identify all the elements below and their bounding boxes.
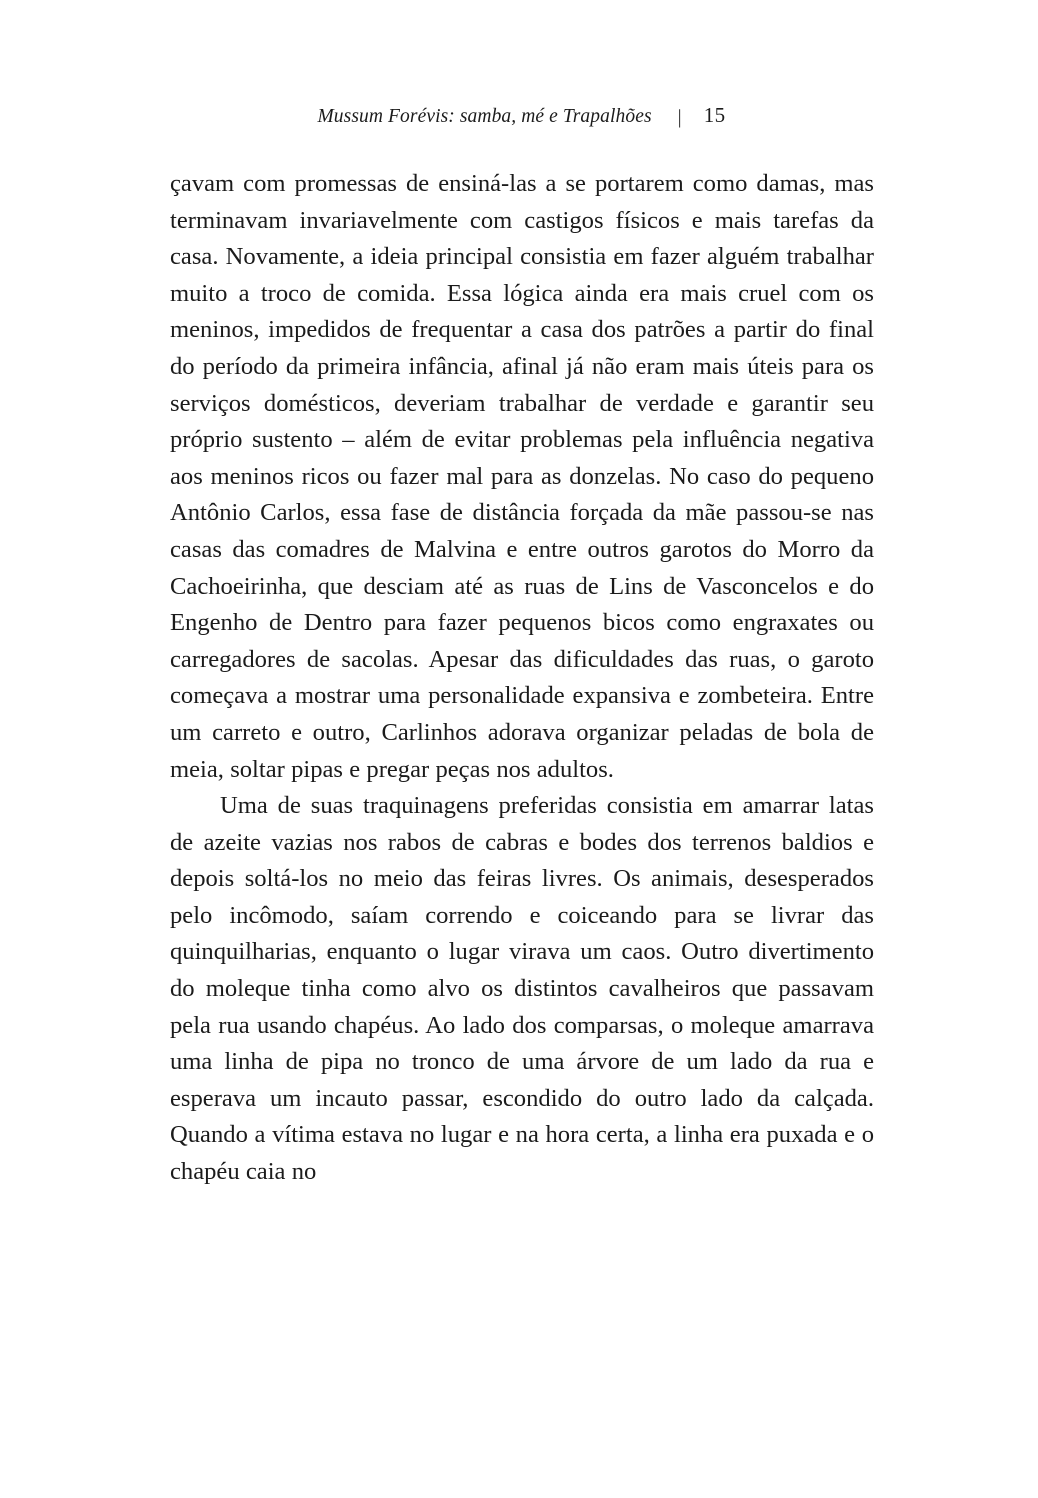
page-number: 15 [703, 103, 726, 127]
paragraph-2: Uma de suas traquinagens preferidas consistia em amarrar latas de azeite vazias nos rabos de cabras e bodes dos terrenos baldios e depois soltá-los no meio das feiras livres. Os animais, desesperados pelo incômodo, saíam correndo e coiceando para se livrar das quinquilharias, enquanto o lugar virava um caos. Outro divertimento do moleque tinha como alvo os distintos cavalheiros que passavam pela rua usando chapéus. Ao lado dos comparsas, o moleque amarrava uma linha de pipa no tronco de uma árvore de um lado da rua e esperava um incauto passar, escondido do outro lado da calçada. Quando a vítima estava no lugar e na hora certa, a linha era puxada e o chapéu caia no [170, 792, 874, 1186]
running-header-separator: | [677, 106, 682, 128]
running-header-title: Mussum Forévis: samba, mé e Trapalhões [317, 106, 652, 127]
paragraph-1: çavam com promessas de ensiná-las a se portarem como damas, mas terminavam invariavelmente com castigos físicos e mais tarefas da casa. Novamente, a ideia principal consistia em fazer alguém trabalhar muito a troco de comida. Essa lógica ainda era mais cruel com os meninos, impedidos de frequentar a casa dos patrões a partir do final do período da primeira infância, afinal já não eram mais úteis para os serviços domésticos, deveriam trabalhar de verdade e garantir seu próprio sustento – além de evitar problemas pela influência negativa aos meninos ricos ou fazer mal para as donzelas. No caso do pequeno Antônio Carlos, essa fase de distância forçada da mãe passou-se nas casas das comadres de Malvina e entre outros garotos do Morro da Cachoeirinha, que desciam até as ruas de Lins de Vasconcelos e do Engenho de Dentro para fazer pequenos bicos como engraxates ou carregadores de sacolas. Apesar das dificuldades das ruas, o garoto começava a mostrar uma personalidade expansiva e zombeteira. Entre um carreto e outro, Carlinhos adorava organizar peladas de bola de meia, soltar pipas e pregar peças nos adultos. [170, 170, 874, 783]
body-text-block [170, 166, 874, 1191]
running-header [170, 103, 873, 137]
